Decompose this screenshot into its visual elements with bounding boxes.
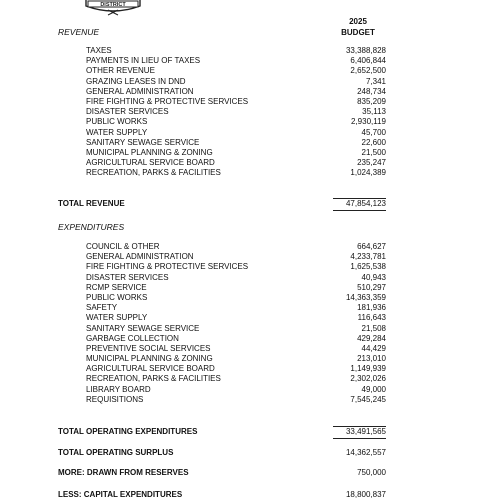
- total-expenditures-amount: 33,491,565: [345, 427, 386, 436]
- line-item-row: [86, 324, 386, 334]
- line-item-row: [86, 374, 386, 384]
- revenue-list: [86, 46, 386, 178]
- line-item-row: [86, 148, 386, 158]
- summary-row: [58, 468, 386, 478]
- line-item-amount: 21,508: [361, 323, 386, 333]
- line-item-row: [86, 138, 386, 148]
- summary-amount: 14,362,557: [345, 448, 386, 457]
- revenue-section-title: REVENUE: [58, 27, 100, 37]
- line-item-label: DISASTER SERVICES: [86, 107, 169, 117]
- line-item-label: FIRE FIGHTING & PROTECTIVE SERVICES: [86, 96, 249, 106]
- line-item-amount: 429,284: [357, 333, 386, 343]
- line-item-amount: 2,930,119: [351, 117, 386, 127]
- line-item-row: [86, 117, 386, 127]
- expenditures-total-underline: [333, 438, 386, 439]
- line-item-amount: 49,000: [361, 384, 386, 394]
- line-item-label: WATER SUPPLY: [86, 127, 148, 137]
- line-item-amount: 4,233,781: [350, 252, 386, 262]
- line-item-amount: 2,652,500: [350, 66, 386, 76]
- line-item-label: MUNICIPAL PLANNING & ZONING: [86, 147, 213, 157]
- line-item-amount: 1,149,939: [350, 364, 386, 374]
- line-item-label: REQUISITIONS: [86, 394, 144, 404]
- line-item-row: [86, 97, 386, 107]
- line-item-label: DISASTER SERVICES: [86, 272, 169, 282]
- line-item-row: [86, 158, 386, 168]
- line-item-label: TAXES: [86, 46, 112, 55]
- line-item-label: SANITARY SEWAGE SERVICE: [86, 137, 200, 147]
- line-item-amount: 7,341: [365, 76, 386, 86]
- line-item-label: WATER SUPPLY: [86, 313, 148, 323]
- year-header: 2025: [349, 17, 367, 26]
- line-item-amount: 235,247: [357, 158, 386, 168]
- line-item-label: PREVENTIVE SOCIAL SERVICES: [86, 343, 211, 353]
- summary-row: [58, 448, 386, 458]
- line-item-amount: 7,545,245: [350, 394, 386, 404]
- line-item-label: PUBLIC WORKS: [86, 117, 148, 127]
- line-item-row: [86, 303, 386, 313]
- line-item-label: SAFETY: [86, 303, 118, 313]
- line-item-label: LIBRARY BOARD: [86, 384, 151, 394]
- line-item-row: [86, 262, 386, 272]
- line-item-amount: 2,302,026: [350, 374, 386, 384]
- line-item-row: [86, 242, 386, 252]
- line-item-label: MUNICIPAL PLANNING & ZONING: [86, 354, 213, 364]
- line-item-row: [86, 364, 386, 374]
- summary-row: [58, 490, 386, 500]
- line-item-label: RCMP SERVICE: [86, 282, 147, 292]
- line-item-amount: 248,734: [357, 86, 386, 96]
- line-item-label: GENERAL ADMINISTRATION: [86, 86, 194, 96]
- line-item-label: GRAZING LEASES IN DND: [86, 76, 186, 86]
- summary-amount: 750,000: [357, 468, 386, 477]
- line-item-amount: 35,113: [362, 107, 386, 117]
- line-item-label: GENERAL ADMINISTRATION: [86, 252, 194, 262]
- line-item-row: [86, 66, 386, 76]
- line-item-row: [86, 313, 386, 323]
- line-item-amount: 40,943: [361, 272, 386, 282]
- line-item-row: [86, 385, 386, 395]
- line-item-amount: 14,363,359: [345, 292, 386, 302]
- line-item-label: FIRE FIGHTING & PROTECTIVE SERVICES: [86, 262, 249, 272]
- budget-header: BUDGET: [341, 28, 375, 37]
- line-item-label: AGRICULTURAL SERVICE BOARD: [86, 364, 215, 374]
- line-item-amount: 22,600: [361, 137, 386, 147]
- district-logo: [84, 0, 142, 16]
- line-item-row: [86, 293, 386, 303]
- total-expenditures-row: [58, 427, 386, 437]
- line-item-label: RECREATION, PARKS & FACILITIES: [86, 374, 221, 384]
- line-item-amount: 21,500: [361, 147, 386, 157]
- line-item-amount: 116,643: [357, 313, 386, 323]
- line-item-label: AGRICULTURAL SERVICE BOARD: [86, 158, 215, 168]
- line-item-amount: 664,627: [357, 242, 386, 251]
- line-item-amount: 1,024,389: [350, 168, 386, 178]
- line-item-amount: 6,406,844: [350, 56, 386, 66]
- revenue-total-underline: [333, 210, 386, 211]
- line-item-amount: 510,297: [357, 282, 386, 292]
- line-item-amount: 44,429: [361, 343, 386, 353]
- line-item-row: [86, 168, 386, 178]
- line-item-label: RECREATION, PARKS & FACILITIES: [86, 168, 221, 178]
- line-item-row: [86, 56, 386, 66]
- line-item-label: PUBLIC WORKS: [86, 292, 148, 302]
- line-item-label: GARBAGE COLLECTION: [86, 333, 179, 343]
- summary-amount: 18,800,837: [345, 490, 386, 499]
- line-item-row: [86, 273, 386, 283]
- summary-label: LESS: CAPITAL EXPENDITURES: [58, 490, 183, 499]
- line-item-row: [86, 107, 386, 117]
- line-item-amount: 835,209: [357, 96, 386, 106]
- line-item-amount: 45,700: [361, 127, 386, 137]
- logo-text: DISTRICT: [100, 2, 126, 8]
- summary-label: MORE: DRAWN FROM RESERVES: [58, 468, 189, 477]
- expenditures-section-title: EXPENDITURES: [58, 222, 125, 232]
- line-item-row: [86, 87, 386, 97]
- total-revenue-row: [58, 199, 386, 209]
- total-revenue-amount: 47,854,123: [345, 199, 386, 208]
- expenditures-list: [86, 242, 386, 405]
- line-item-label: OTHER REVENUE: [86, 66, 155, 76]
- line-item-row: [86, 128, 386, 138]
- line-item-row: [86, 283, 386, 293]
- line-item-label: PAYMENTS IN LIEU OF TAXES: [86, 56, 201, 66]
- line-item-row: [86, 344, 386, 354]
- line-item-amount: 1,625,538: [350, 262, 386, 272]
- line-item-row: [86, 77, 386, 87]
- line-item-row: [86, 354, 386, 364]
- line-item-row: [86, 334, 386, 344]
- line-item-row: [86, 252, 386, 262]
- line-item-label: COUNCIL & OTHER: [86, 242, 160, 251]
- line-item-label: SANITARY SEWAGE SERVICE: [86, 323, 200, 333]
- total-expenditures-label: TOTAL OPERATING EXPENDITURES: [58, 427, 198, 436]
- line-item-amount: 181,936: [357, 303, 386, 313]
- line-item-row: [86, 395, 386, 405]
- line-item-amount: 33,388,828: [345, 46, 386, 55]
- summary-label: TOTAL OPERATING SURPLUS: [58, 448, 174, 457]
- line-item-amount: 213,010: [357, 354, 386, 364]
- line-item-row: [86, 46, 386, 56]
- total-revenue-label: TOTAL REVENUE: [58, 199, 125, 208]
